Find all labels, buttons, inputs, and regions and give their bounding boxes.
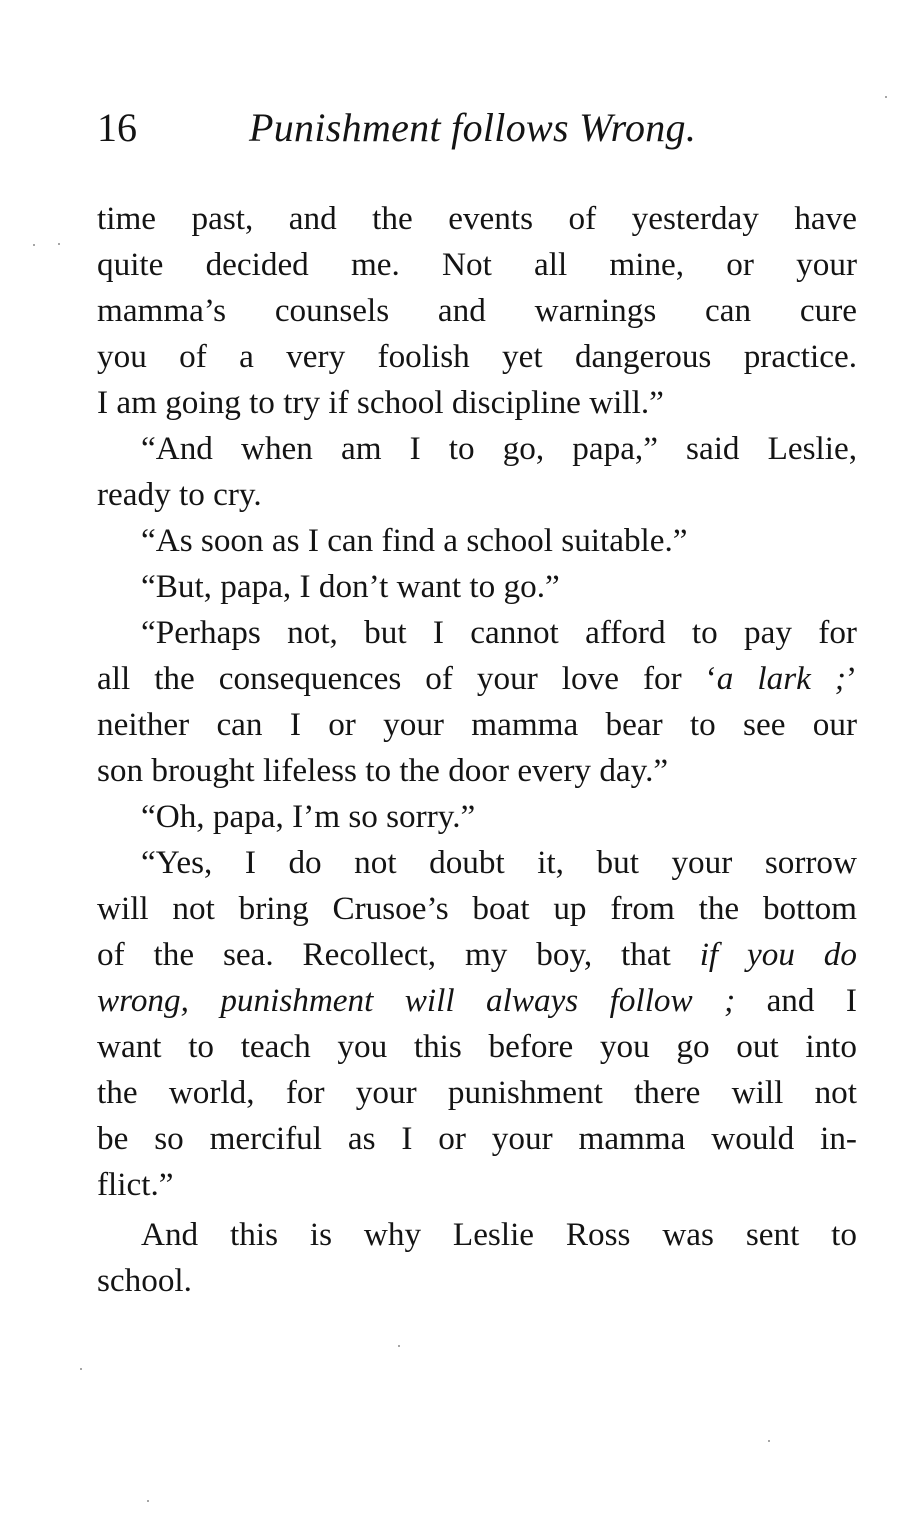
text-line: be so merciful as I or your mamma would in- (97, 1120, 857, 1157)
paper-speck (398, 1345, 400, 1347)
paper-speck (33, 244, 35, 246)
page-header (97, 102, 857, 154)
text-line (97, 656, 857, 702)
text-line: “And when am I to go, papa,” said Leslie, (141, 430, 857, 467)
text-line: mamma’s counsels and warnings can cure (97, 292, 857, 329)
text-line: school. (97, 1262, 192, 1299)
italic-text-run: if you do (699, 936, 857, 973)
text-line: “Oh, papa, I’m so sorry.” (141, 798, 476, 835)
text-line: “Perhaps not, but I cannot afford to pay for (141, 614, 857, 651)
text-line: neither can I or your mamma bear to see our (97, 706, 857, 743)
text-line (97, 978, 857, 1024)
paper-speck (885, 96, 887, 98)
text-run: all the consequences of your love for ‘ (97, 660, 717, 697)
text-line: “As soon as I can find a school suitable.” (141, 522, 688, 559)
text-line: I am going to try if school discipline will.” (97, 384, 664, 421)
text-line: flict.” (97, 1166, 174, 1203)
text-line (97, 932, 857, 978)
page-number: 16 (97, 105, 137, 150)
text-line: time past, and the events of yesterday have (97, 200, 857, 237)
running-title: Punishment follows Wrong. (249, 105, 697, 150)
text-line: want to teach you this before you go out into (97, 1028, 857, 1065)
text-line: quite decided me. Not all mine, or your (97, 246, 857, 283)
italic-text-run: a lark ; (716, 660, 846, 697)
italic-text-run: wrong, punishment will always follow ; (97, 982, 736, 1019)
paper-speck (147, 1500, 149, 1502)
paper-speck (80, 1368, 82, 1370)
body-text (97, 196, 857, 1304)
paper-speck (58, 243, 60, 245)
text-run: ’ (845, 660, 857, 697)
text-line: son brought lifeless to the door every day.” (97, 752, 669, 789)
text-line: And this is why Leslie Ross was sent to (141, 1216, 857, 1253)
text-line: will not bring Crusoe’s boat up from the bottom (97, 890, 857, 927)
text-line: “Yes, I do not doubt it, but your sorrow (141, 844, 857, 881)
text-line: ready to cry. (97, 476, 262, 513)
paper-speck (768, 1440, 770, 1442)
text-run: of the sea. Recollect, my boy, that (97, 936, 700, 973)
text-run: and I (735, 982, 857, 1019)
text-line: the world, for your punishment there will not (97, 1074, 857, 1111)
text-line: “But, papa, I don’t want to go.” (141, 568, 560, 605)
text-line: you of a very foolish yet dangerous practice. (97, 338, 857, 375)
